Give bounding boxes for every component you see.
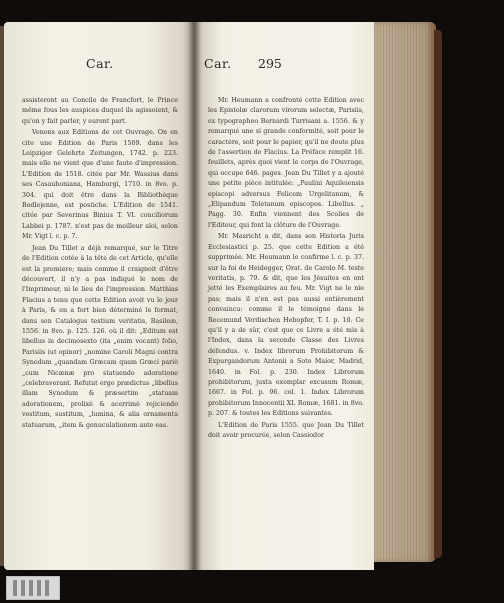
right-paragraph: Mr. Heumann a confronté cette Edition avec les Epistolæ clarorum virorum selectæ, Parisiis, ex typographeo Bernardi Turrisani a. 1556. & y remarqué une si grande conformité, soit pour le caractère, soit pour le papier, qu'il ne doute plus de l'assertion de Flacius. La Préface remplit 16. feuillets, après quoi vient le corps de l'Ouvrage, qui occupe 646. pages. Jean Du Tillet y a ajouté une petite pièce intitulée: „Paulini Aquileiensis episcopi adversus Felicem Urgelitanum, & „Elipandum Toletanum episcopos. Libellus. „ Pagg. 30. Enfin viennent des Scolies de l'Editeur, qui font la clôture de l'Ouvrage. bbox=[208, 97, 364, 229]
stacked-page-edges bbox=[374, 22, 436, 562]
book-cover-right-edge bbox=[434, 30, 442, 558]
page-number: 295 bbox=[258, 56, 282, 71]
left-paragraph: Jean Du Tillet a déjà remarqué, sur le Titre de l'Edition cotée à la tête de cet Article, qu'elle est la premiere; mais comme il craignoit d'être découvert, il n'y a pas indiqué le nom de l'Imprimeur, ni le lieu de l'impression. Matthias Flacius a tenu que cette Edition avoit vu le jour à Paris, & en a fort bien déterminé le format, dans son Catalogus testium veritatis, Basileæ, 1556. in 8vo. p. 125. 126. où il dit: „Editum est libellus in decimosexto (ita „enim vocant) folio, Parisiis (ut opinor) „nomine Caroli Magni contra Synodum „quandam Græcam quam Græci pariò „cum Nicænæ pro statuendo adoratione „celebraverant. Refutat ergo prædictus „libellus illam Synodum & præsertim „statuam adorationem, prolixè & acerrimè rejiciendo vestitum, sustitum, „lumina, & alia ornamenta statuarum, „item & genuculationem ante eas. bbox=[22, 244, 178, 429]
library-stamp-logo bbox=[6, 576, 60, 600]
right-page-text bbox=[208, 96, 364, 441]
right-paragraph: Mr. Masricht a dit, dans son Historia Juris Ecclesiastici p. 25. que cette Edition a été supprimée. Mr. Heumann le confirme l. c. p. 37. sur la foi de Heidegger, Orat. de Carolo M. teste veritatis, p. 79. & dit, que les Jésuites en ont jetté les Exemplaires au feu. Mr. Vigt ne le nie pas; mais il n'en est pas aussi entièrement convaincu: comme il le témoigne dans le Recemund Verdischen Hebopfer, T. I. p. 10. Ce qu'il y a de sûr, c'est que ce Livre a été mis à l'Index, dans la seconde Classe des Livres défendus. v. Index librorum Prohibitorum & Expurgandorum Antonii a Soto Maior, Madrid, 1640. in Fol. p. 230. Index Librorum prohibitorum, juxta exemplar excusum Romæ, 1667. in Fol. p. 96. col. 1. Index Librorum prohibitorum Innocentii XI. Romæ, 1681. in 8vo. p. 207. & toutes les Editions suivantes. bbox=[208, 233, 364, 418]
left-paragraph: assisteront au Concile de Francfort, le Prince même fous les auspices duquel ils agissoient, & qu'on y fait parler, y eurent part. bbox=[22, 97, 178, 125]
left-page-text bbox=[22, 96, 178, 431]
right-running-head: Car. bbox=[204, 56, 232, 71]
right-paragraph: L'Edition de Paris 1555. que Jean Du Tillet doit avoir procurée, selon Cassiodor bbox=[208, 421, 364, 439]
left-running-head: Car. bbox=[86, 56, 114, 71]
left-paragraph: Venons aux Editions de cet Ouvrage. On en cite une Edition de Paris 1509. dans les Leipziger Gelehrte Zeitungen, 1742. p. 223. mais elle ne vient que d'une faute d'impression. L'Edition de 1518. citée par Mr. Wassius dans ses Casauboniana, Hamburgi, 1710. in 8vo. p. 304. qui doit être dans la Bibliothèque Bodlejenne, est postiche. L'Edition de 1541. citée par Severinus Binius T. VI. conciliorum Labbei p. 1787. n'est pas de meilleur aloi, selon Mr. Vigt l. c. p. 7. bbox=[22, 129, 178, 241]
book-gutter bbox=[188, 22, 200, 570]
